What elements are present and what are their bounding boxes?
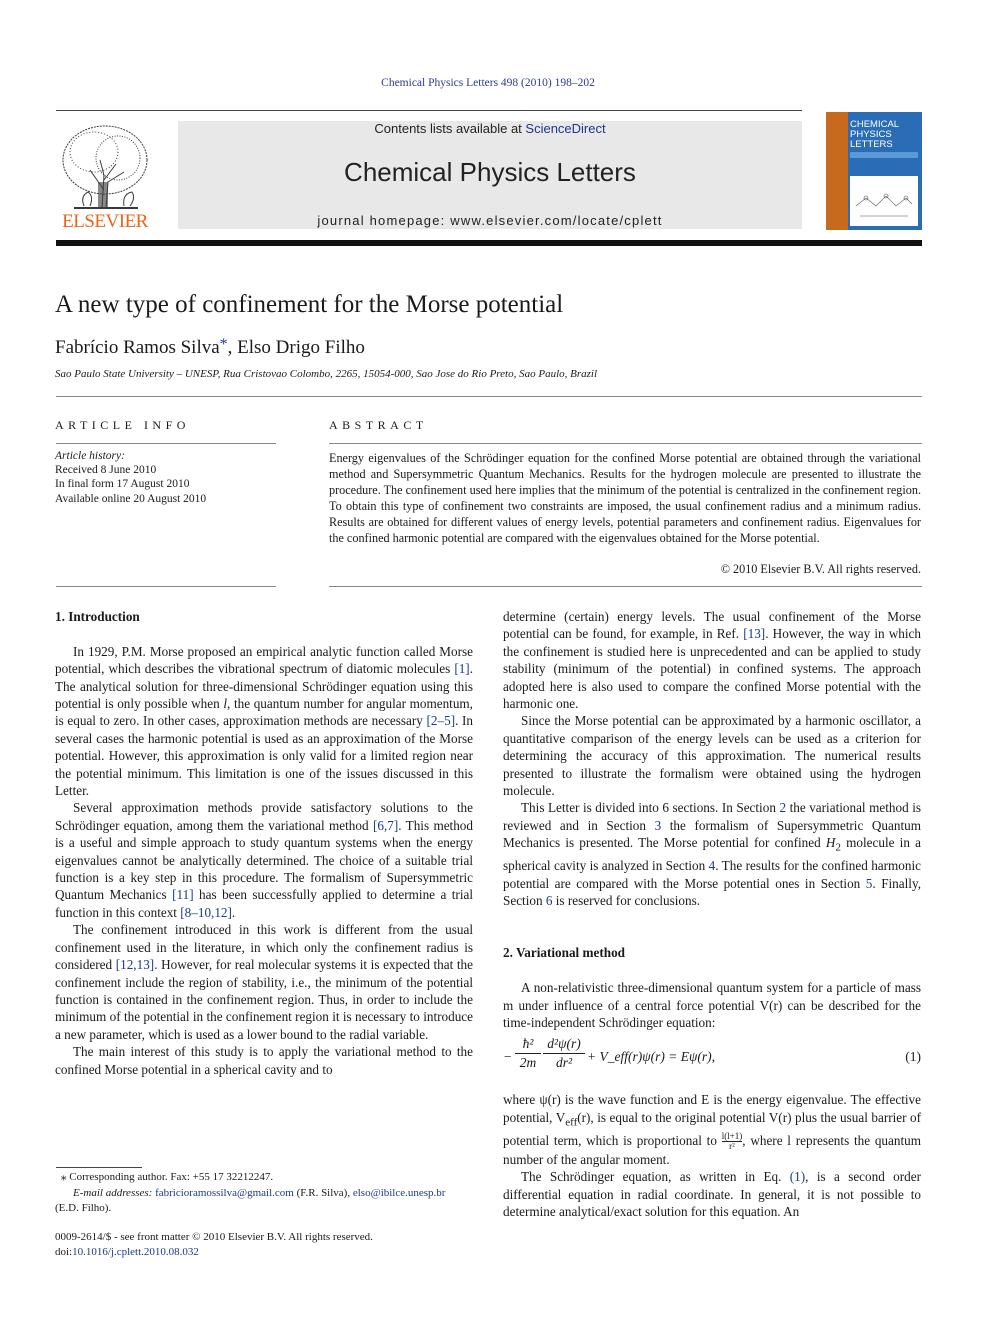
abstract-heading: ABSTRACT	[329, 418, 428, 432]
section-1-heading: 1. Introduction	[55, 609, 140, 624]
eq-dr2: dr²	[555, 1054, 573, 1070]
email-1-owner: (F.R. Silva),	[293, 1186, 353, 1199]
footnote	[55, 1170, 473, 1217]
section-6-link[interactable]: 6	[545, 893, 553, 909]
text-run: , where l represents the quantum number of the angular moment.	[503, 1132, 921, 1167]
received-date: Received 8 June 2010	[55, 464, 157, 477]
ref-1-link[interactable]: [1]	[454, 661, 470, 677]
text-run: determine (certain) energy levels. The usual confinement of the Morse potential can be found, for example, in Ref.	[503, 609, 921, 642]
symbol-l: l	[223, 696, 228, 712]
text-run: is reserved for conclusions.	[552, 893, 701, 909]
contents-prefix: Contents lists available at	[374, 121, 526, 136]
affiliation: Sao Paulo State University – UNESP, Rua Cristovao Colombo, 2265, 15054-000, Sao Jose do Rio Preto, Sao Paulo, Brazil	[55, 368, 598, 380]
text-run: molecule in a spherical cavity is analyzed in Section	[503, 835, 921, 874]
footnote-rule	[56, 1167, 142, 1168]
eq-rest: + V_eff(r)ψ(r) = Eψ(r),	[587, 1049, 715, 1065]
corresponding-author-note: ⁎ Corresponding author. Fax: +55 17 32212247.	[61, 1171, 274, 1183]
text-run: where ψ(r) is the wave function and E is the energy eigenvalue. The effective potential, V	[503, 1092, 921, 1125]
article-info-bottom-rule	[56, 586, 276, 587]
text-run: , is a second order differential equation in radial coordinate. In general, it is not possible to determine analytical/exact solution for this equation. An	[503, 1169, 922, 1220]
text-run: The confinement introduced in this work is different from the usual confinement used in the literature, in which only the confinement radius is considered	[55, 922, 473, 973]
section-2-heading: 2. Variational method	[503, 945, 625, 961]
sciencedirect-link[interactable]: ScienceDirect	[525, 121, 606, 136]
section-3-link[interactable]: 3	[654, 817, 662, 833]
eq-frac-deriv	[543, 1035, 585, 1071]
author-2[interactable]: Elso Drigo Filho	[237, 337, 365, 358]
symbol-h: H	[825, 835, 836, 851]
elsevier-wordmark: ELSEVIER	[62, 211, 148, 232]
section-4-link[interactable]: 4	[708, 858, 716, 874]
text-run: . Finally, Section	[503, 875, 921, 909]
text-run: has been successfully applied to determine a trial function in this context	[55, 887, 473, 920]
journal-cover-thumbnail[interactable]	[826, 112, 922, 230]
eq-hbar: ħ²	[515, 1035, 541, 1053]
eq-d2psi: d²ψ(r)	[543, 1035, 585, 1053]
text-run: . However, the way in which the confinement is studied here is unprecedented and can be applied to study stability (minimum of the potential) in confined systems. The approach adopted here is also used to compare the confined Morse potential with the harmonic one.	[503, 626, 921, 712]
body-right-column	[503, 608, 921, 1220]
journal-citation[interactable]: Chemical Physics Letters 498 (2010) 198–202	[381, 77, 595, 89]
eq-number: (1)	[905, 1049, 921, 1065]
text-run: . The analytical solution for three-dimensional Schrödinger equation using this potential is only possible when	[55, 661, 473, 712]
body-left-column	[55, 608, 473, 1078]
email-2-link[interactable]: elso@ibilce.unesp.br	[352, 1186, 446, 1199]
doi-link[interactable]: 10.1016/j.cplett.2010.08.032	[72, 1245, 199, 1258]
section-2-link[interactable]: 2	[779, 800, 787, 816]
doi-line	[55, 1245, 475, 1260]
article-info-top-rule	[56, 443, 276, 444]
text-run: .	[231, 904, 236, 920]
affiliation-rule	[56, 396, 922, 397]
intro-paragraph-6	[503, 799, 921, 909]
subscript-2: 2	[835, 841, 841, 854]
text-run: This Letter is divided into 6 sections. In Section	[521, 800, 780, 816]
header-top-rule	[56, 110, 802, 111]
email-line	[55, 1186, 473, 1202]
ref-2-5-link[interactable]: [2–5]	[426, 713, 456, 729]
email-1-link[interactable]: fabricioramossilva@gmail.com	[155, 1186, 294, 1199]
issn-line: 0009-2614/$ - see front matter © 2010 Elsevier B.V. All rights reserved.	[55, 1231, 373, 1243]
variational-paragraph-1: A non-relativistic three-dimensional quantum system for a particle of mass m under influence of a central force potential V(r) can be described for the time-independent Schrödinger equation:	[503, 980, 921, 1030]
intro-paragraph-4-cont	[503, 608, 921, 712]
revised-date: In final form 17 August 2010	[55, 478, 190, 491]
cover-title: CHEMICAL PHYSICS LETTERS	[850, 119, 899, 150]
ref-13-link[interactable]: [13]	[743, 626, 766, 642]
variational-paragraph-2	[503, 1091, 921, 1168]
variational-paragraph-3	[503, 1168, 921, 1220]
intro-paragraph-1	[55, 643, 473, 800]
abstract-copyright: © 2010 Elsevier B.V. All rights reserved.	[720, 562, 921, 576]
text-run: . In several cases the harmonic potential is used as an approximation of the Morse potential. However, this approximation is only valid for a limited region near the potential minimum. This limitation is one of the issues discussed in this Letter.	[55, 713, 473, 799]
email-2-owner: (E.D. Filho).	[55, 1202, 112, 1214]
text-run: . However, for real molecular systems it is expected that the confinement include the region of stability, i.e., the minimum of the potential function is contained in the confinement region. Thus, in order to include the minimum of the potential in the confinement region it is necessary to introduce a new parameter, which is used as a lower bound to the radial variable.	[55, 957, 473, 1042]
text-run: Several approximation methods provide satisfactory solutions to the Schrödinger equation, among them the variational method	[55, 800, 473, 833]
text-run: the variational method is reviewed and in Section	[503, 800, 921, 833]
article-history	[55, 449, 275, 506]
article-info-heading: ARTICLE INFO	[55, 418, 190, 432]
cover-side-strip	[826, 112, 848, 230]
cover-graphic-art	[850, 176, 918, 226]
ref-8-12-link[interactable]: [8–10,12]	[180, 904, 232, 920]
eq-1-link[interactable]: (1)	[789, 1169, 806, 1185]
text-run: The Schrödinger equation, as written in Eq.	[521, 1169, 790, 1185]
text-run: . The results for the confined harmonic potential are compared with the Morse potential ones in Section	[503, 858, 921, 891]
email-label: E-mail addresses:	[73, 1186, 156, 1199]
abstract-bottom-rule	[329, 586, 922, 587]
header-bottom-rule	[56, 240, 922, 246]
eq-2m: 2m	[519, 1054, 537, 1070]
bottom-info	[55, 1230, 475, 1259]
eq-frac-hbar	[515, 1035, 541, 1071]
equation-1	[503, 1035, 921, 1083]
text-run: In 1929, P.M. Morse proposed an empirical analytic function called Morse potential, which describes the vibrational spectrum of diatomic molecules	[55, 643, 473, 677]
journal-homepage-link[interactable]: journal homepage: www.elsevier.com/locate/cplett	[317, 213, 663, 228]
author-1[interactable]: Fabrício Ramos Silva	[55, 337, 220, 358]
intro-paragraph-2	[55, 799, 473, 921]
history-label: Article history:	[55, 450, 125, 462]
text-run: , the quantum number for angular momentum, is equal to zero. In other cases, approximation methods are necessary	[55, 696, 473, 729]
ref-11-link[interactable]: [11]	[172, 887, 194, 903]
section-5-link[interactable]: 5	[865, 875, 873, 891]
article-title: A new type of confinement for the Morse potential	[55, 291, 564, 318]
intro-paragraph-4: The main interest of this study is to apply the variational method to the confined Morse potential in a spherical cavity and to	[55, 1044, 473, 1077]
ref-12-13-link[interactable]: [12,13]	[115, 957, 155, 973]
ref-6-7-link[interactable]: [6,7]	[372, 817, 399, 833]
contents-line	[178, 121, 802, 136]
intro-paragraph-3	[55, 921, 473, 1043]
journal-name: Chemical Physics Letters	[344, 157, 636, 187]
author-separator: ,	[227, 337, 238, 358]
doi-label: doi:	[55, 1245, 73, 1258]
cover-graphic	[850, 176, 918, 226]
cover-band	[850, 152, 918, 158]
barrier-fraction	[722, 1132, 743, 1151]
subscript-eff: eff	[565, 1116, 578, 1129]
intro-paragraph-5: Since the Morse potential can be approximated by a harmonic oscillator, a quantitative comparison of the energy levels can be used as a criterion for determining the accuracy of this approximation. The numerical results presented to illustrate the formalism were obtained using the hydrogen molecule.	[503, 713, 921, 799]
eq-minus: −	[503, 1049, 513, 1065]
abstract-text: Energy eigenvalues of the Schrödinger equation for the confined Morse potential are obtained through the variational method and Supersymmetric Quantum Mechanics. Results for the hydrogen molecule are presented to illustrate the procedure. The confinement used here implies that the minimum of the potential is centralized in the confinement region. To obtain this type of confinement two constraints are imposed, the usual confinement radius and a minimum radius. Results are obtained for different values of energy levels, potential parameters and confinement radius. Eigenvalues for the confined harmonic potential are compared with the eigenvalues obtained for the Morse potential.	[329, 451, 921, 545]
online-date: Available online 20 August 2010	[55, 492, 207, 505]
barrier-num: l(l+1)	[721, 1130, 743, 1141]
corresponding-author-marker[interactable]: *	[219, 336, 228, 353]
barrier-den: r²	[729, 1140, 735, 1151]
text-run: (r), is equal to the original potential V(r) plus the usual barrier of potential term, which is proportional to	[503, 1109, 921, 1148]
author-list	[55, 336, 365, 359]
text-run: . This method is a useful and simple approach to study quantum systems when the energy eigenvalues cannot be analytically determined. The choice of a suitable trial function is a key step in this procedure. The formalism of Supersymmetric Quantum Mechanics	[55, 817, 473, 903]
abstract-top-rule	[329, 443, 922, 444]
text-run: the formalism of Supersymmetric Quantum Mechanics is presented. The Morse potential for confined	[503, 817, 921, 851]
